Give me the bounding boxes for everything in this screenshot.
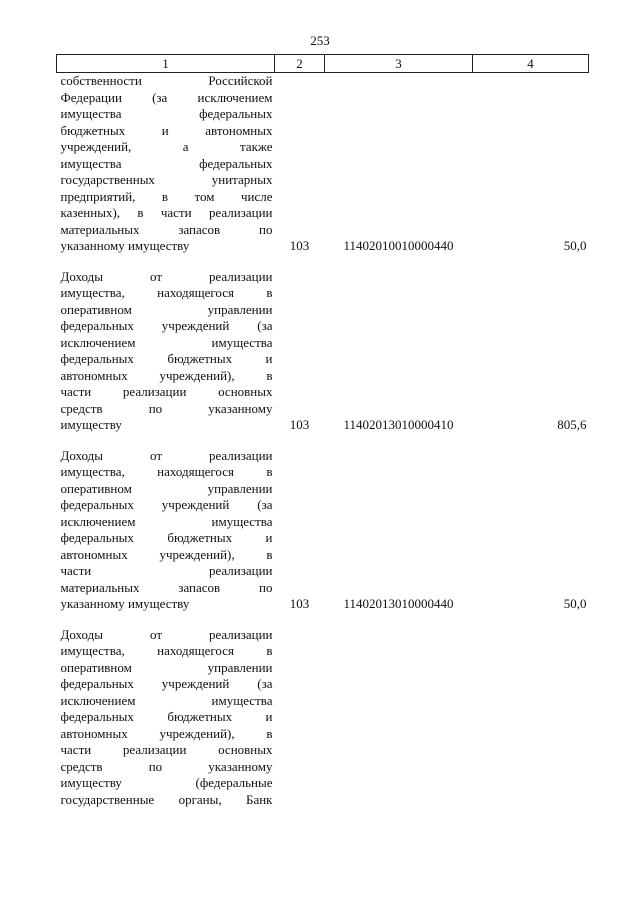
description-line: бюджетных и автономных — [60, 122, 273, 138]
table-body — [57, 73, 589, 809]
column-header-2: 2 — [275, 55, 325, 73]
description-line: федеральных бюджетных и — [60, 709, 273, 724]
column-header-1: 1 — [57, 55, 275, 73]
row-admin-code: 103 — [289, 238, 310, 253]
row-spacer — [57, 434, 589, 448]
row-budget-code: 11402013010000440 — [343, 596, 454, 611]
description-line: казенных), в части реализации — [60, 205, 273, 220]
description-line: оперативном управлении — [60, 480, 273, 496]
description-line: автономных учреждений), в — [60, 725, 273, 741]
description-line: имущества федеральных — [60, 106, 273, 121]
page-number: 253 — [310, 33, 330, 48]
description-line: оперативном управлении — [60, 301, 273, 317]
row-budget-code — [325, 627, 473, 809]
description-line: имуществу — [60, 417, 122, 432]
description-line: материальных запасов по — [60, 221, 273, 237]
description-line: учреждений, а также — [60, 139, 273, 154]
description-line: имуществу (федеральные — [60, 775, 273, 790]
description-line: государственных унитарных — [60, 172, 273, 187]
description-line: средств по указанному — [60, 400, 273, 416]
description-line: оперативном управлении — [60, 659, 273, 675]
row-spacer — [57, 613, 589, 627]
row-budget-code: 11402013010000410 — [343, 417, 454, 432]
row-description — [57, 269, 275, 434]
row-description — [57, 73, 275, 255]
description-line: исключением имущества — [60, 692, 273, 708]
description-line: имущества, находящегося в — [60, 285, 273, 300]
table-header-row — [57, 55, 589, 73]
table-row — [57, 448, 589, 613]
description-line: исключением имущества — [60, 513, 273, 529]
row-admin-code: 103 — [289, 417, 310, 432]
row-amount: 50,0 — [563, 238, 587, 253]
revenue-table — [56, 54, 589, 808]
table-row — [57, 627, 589, 809]
row-budget-code: 11402010010000440 — [343, 238, 454, 253]
table-row — [57, 73, 589, 255]
description-line: Доходы от реализации — [60, 626, 273, 642]
description-line: предприятий, в том числе — [60, 188, 273, 204]
description-line: исключением имущества — [60, 334, 273, 350]
description-line: части реализации основных — [60, 742, 273, 757]
description-line: федеральных учреждений (за — [60, 676, 273, 691]
row-amount: 50,0 — [563, 596, 587, 611]
description-line: имущества федеральных — [60, 155, 273, 171]
description-line: федеральных бюджетных и — [60, 351, 273, 366]
description-line: Федерации (за исключением — [60, 89, 273, 105]
table-row — [57, 269, 589, 434]
row-description — [57, 627, 275, 809]
description-line: собственности Российской — [60, 73, 273, 88]
description-line: федеральных бюджетных и — [60, 530, 273, 545]
row-spacer — [57, 255, 589, 269]
description-line: средств по указанному — [60, 758, 273, 774]
column-header-4: 4 — [473, 55, 589, 73]
row-admin-code — [275, 627, 325, 809]
description-line: автономных учреждений), в — [60, 367, 273, 383]
description-line: Доходы от реализации — [60, 268, 273, 284]
description-line: автономных учреждений), в — [60, 546, 273, 562]
row-description — [57, 448, 275, 613]
description-line: Доходы от реализации — [60, 447, 273, 463]
row-amount: 805,6 — [557, 417, 587, 432]
column-header-3: 3 — [325, 55, 473, 73]
row-admin-code: 103 — [289, 596, 310, 611]
description-line: указанному имуществу — [60, 238, 190, 253]
description-line: материальных запасов по — [60, 579, 273, 595]
description-line: части реализации основных — [60, 384, 273, 399]
description-line: имущества, находящегося в — [60, 643, 273, 658]
description-line: федеральных учреждений (за — [60, 497, 273, 512]
description-line: части реализации — [60, 563, 273, 578]
description-line: федеральных учреждений (за — [60, 318, 273, 333]
description-line: указанному имуществу — [60, 596, 190, 611]
description-line: имущества, находящегося в — [60, 464, 273, 479]
row-amount — [473, 627, 589, 809]
description-line: государственные органы, Банк — [60, 791, 273, 807]
